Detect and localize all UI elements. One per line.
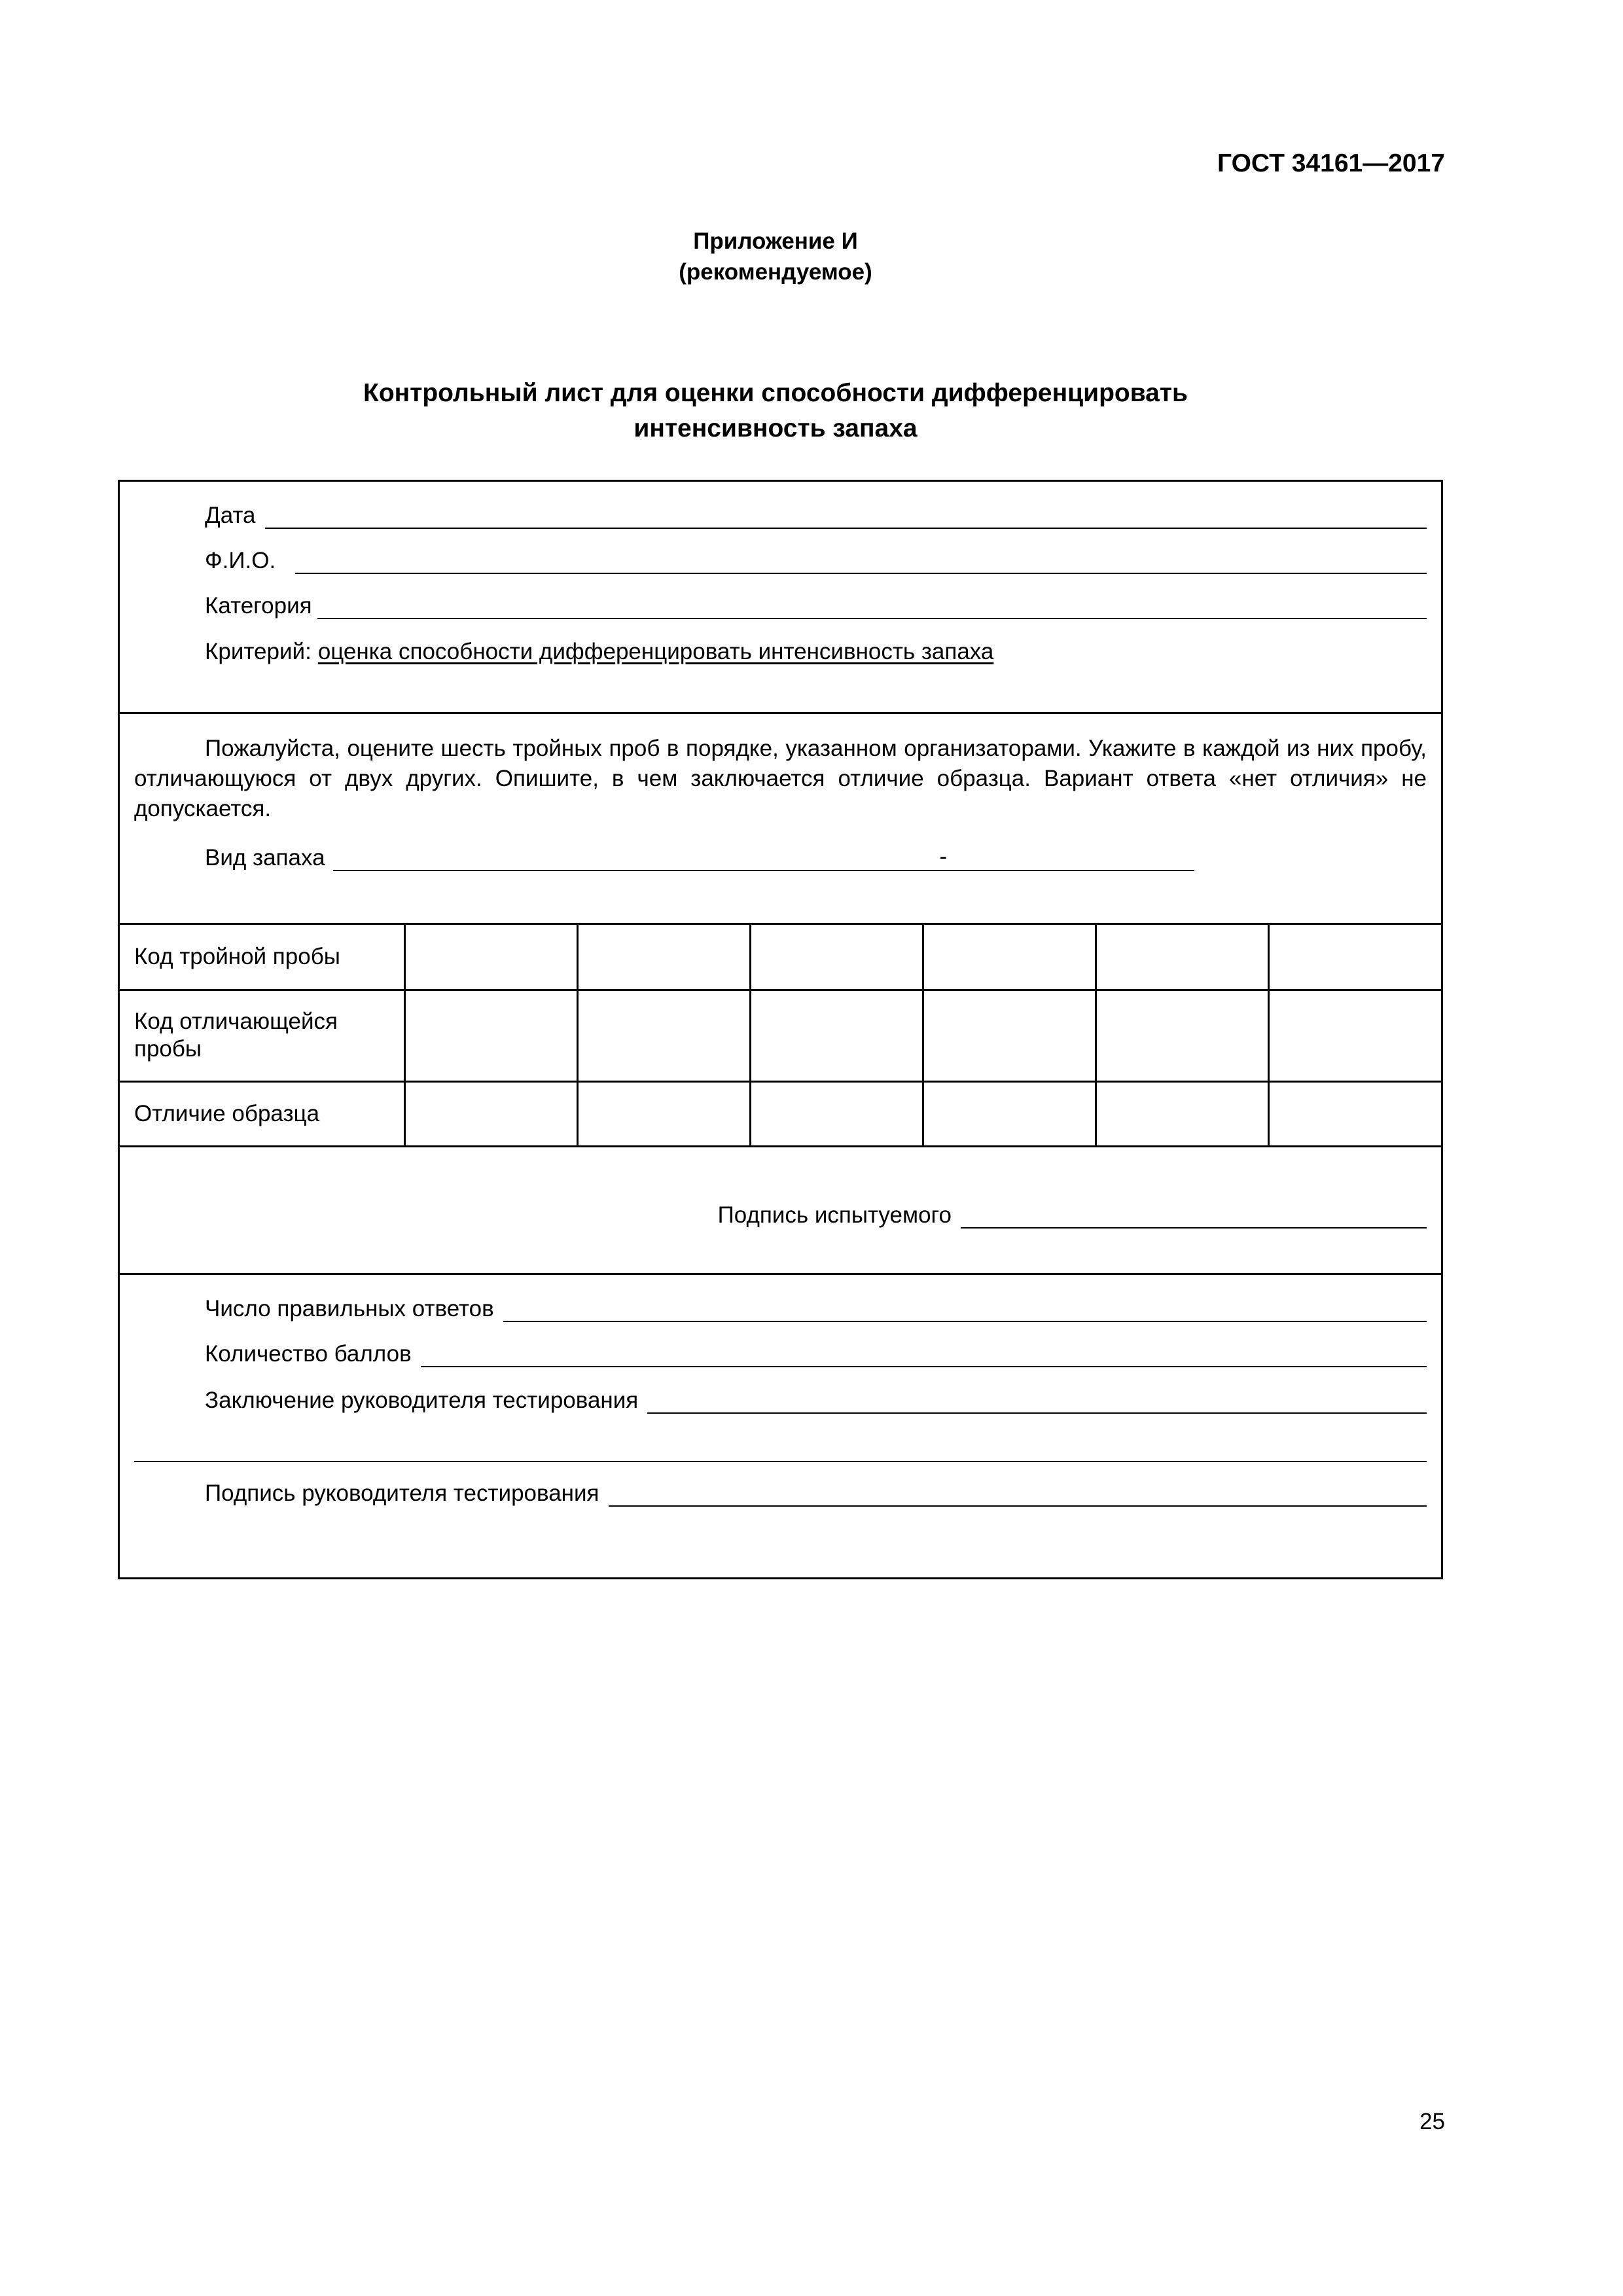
instructions-section [120, 714, 1441, 925]
conclusion-label: Заключение руководителя тестирования [205, 1388, 639, 1413]
form-title-line1: Контрольный лист для оценки способности дифференцировать [363, 379, 1188, 407]
table-cell[interactable] [405, 925, 578, 990]
correct-answers-field[interactable] [503, 1297, 1427, 1322]
participant-signature-section [120, 1145, 1441, 1275]
appendix-label: Приложение И [693, 228, 858, 254]
row-label-triple-code: Код тройной пробы [120, 925, 405, 990]
table-cell[interactable] [1096, 1081, 1268, 1145]
table-cell[interactable] [923, 990, 1096, 1081]
odor-type-separator: - [938, 844, 949, 871]
correct-answers-label: Число правильных ответов [205, 1296, 494, 1321]
conclusion-continuation-line[interactable] [134, 1461, 1427, 1462]
name-label: Ф.И.О. [205, 548, 276, 573]
table-cell[interactable] [405, 990, 578, 1081]
score-label: Количество баллов [205, 1341, 412, 1367]
table-cell[interactable] [923, 925, 1096, 990]
table-cell[interactable] [1268, 990, 1441, 1081]
conclusion-row [205, 1385, 1427, 1414]
date-field[interactable] [265, 504, 1427, 529]
samples-table [120, 925, 1441, 1145]
participant-info-section [120, 482, 1441, 714]
criterion-row [205, 636, 1427, 665]
odor-type-row [205, 842, 1194, 871]
criterion-value: оценка способности дифференцировать интенсивность запаха [317, 639, 994, 664]
appendix-status: (рекомендуемое) [679, 259, 872, 285]
name-row [205, 545, 1427, 574]
table-cell[interactable] [577, 990, 750, 1081]
evaluation-section [120, 1275, 1441, 1577]
odor-type-label: Вид запаха [205, 845, 325, 870]
table-row [120, 990, 1441, 1081]
page-number: 25 [1419, 2109, 1445, 2134]
table-cell[interactable] [405, 1081, 578, 1145]
form-title [0, 376, 1551, 446]
category-row [205, 590, 1427, 619]
date-row [205, 500, 1427, 529]
table-row [120, 925, 1441, 990]
table-cell[interactable] [1268, 1081, 1441, 1145]
supervisor-signature-row [205, 1478, 1427, 1507]
table-cell[interactable] [1096, 990, 1268, 1081]
name-field[interactable] [295, 549, 1427, 574]
form-title-line2: интенсивность запаха [633, 414, 918, 442]
score-row [205, 1338, 1427, 1367]
conclusion-field[interactable] [647, 1389, 1427, 1414]
odor-type-field-2[interactable] [948, 846, 1194, 871]
table-cell[interactable] [1268, 925, 1441, 990]
participant-signature-row [718, 1200, 1427, 1229]
category-label: Категория [205, 593, 312, 619]
table-cell[interactable] [750, 990, 923, 1081]
table-cell[interactable] [577, 925, 750, 990]
samples-table-section [120, 925, 1441, 1145]
checklist-form [118, 480, 1443, 1579]
category-field[interactable] [317, 594, 1427, 619]
table-row [120, 1081, 1441, 1145]
table-cell[interactable] [577, 1081, 750, 1145]
row-label-difference: Отличие образца [120, 1081, 405, 1145]
instructions-text: Пожалуйста, оцените шесть тройных проб в порядке, указанном организаторами. Укажите в каждой из них пробу, отличающуюся от двух других. Опишите, в чем заключается отличие образца. Вариант ответа «нет отличия» не допускается. [134, 736, 1427, 821]
correct-answers-row [205, 1293, 1427, 1322]
table-cell[interactable] [923, 1081, 1096, 1145]
table-cell[interactable] [750, 925, 923, 990]
table-cell[interactable] [1096, 925, 1268, 990]
table-cell[interactable] [750, 1081, 923, 1145]
criterion-label: Критерий: [205, 639, 312, 664]
participant-signature-label: Подпись испытуемого [717, 1202, 952, 1228]
date-label: Дата [205, 503, 256, 528]
row-label-different-code: Код отличающейся пробы [120, 990, 405, 1081]
appendix-heading [0, 226, 1551, 287]
participant-signature-field[interactable] [961, 1204, 1427, 1229]
supervisor-signature-field[interactable] [609, 1482, 1427, 1507]
supervisor-signature-label: Подпись руководителя тестирования [205, 1480, 599, 1506]
odor-type-field[interactable] [333, 846, 938, 871]
score-field[interactable] [421, 1342, 1427, 1367]
document-code: ГОСТ 34161—2017 [1217, 149, 1445, 177]
